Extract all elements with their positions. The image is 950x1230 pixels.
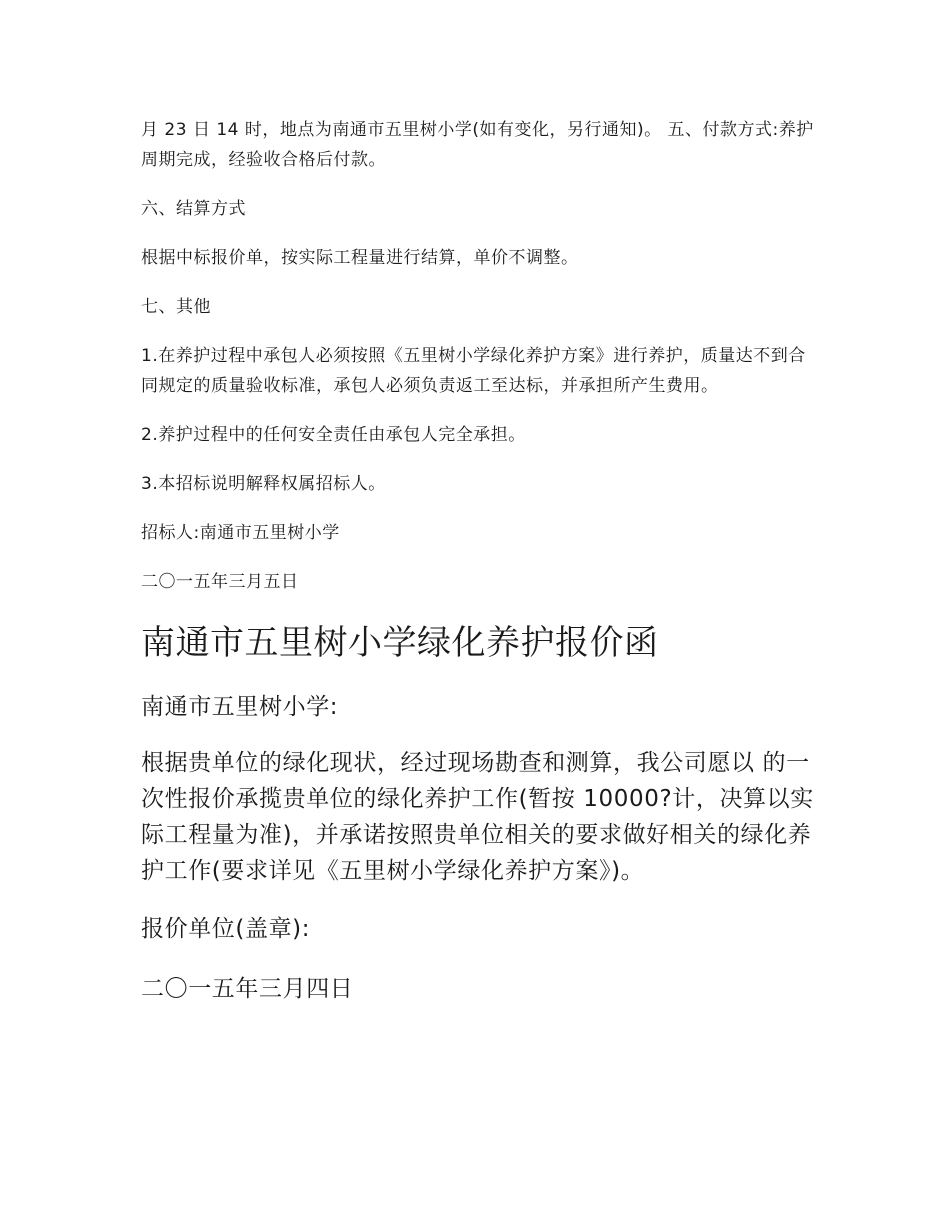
heading-settlement-method: 六、结算方式	[141, 199, 246, 219]
list-item-1: 1.在养护过程中承包人必须按照《五里树小学绿化养护方案》进行养护，质量达不到合同规定的质量验收标准，承包人必须负责返工至达标，并承担所产生费用。	[141, 346, 806, 396]
tenderer-line: 招标人:南通市五里树小学	[141, 523, 340, 543]
heading-other: 七、其他	[141, 297, 211, 317]
list-item-3: 3.本招标说明解释权属招标人。	[141, 474, 386, 494]
paragraph-inspection-payment: 月 23 日 14 时，地点为南通市五里树小学(如有变化，另行通知)。 五、付款方式:养护周期完成，经验收合格后付款。	[141, 120, 814, 170]
quote-addressee: 南通市五里树小学:	[141, 694, 339, 720]
quote-body: 根据贵单位的绿化现状，经过现场勘查和测算，我公司愿以 的一次性报价承揽贵单位的绿化养护工作(暂按 10000?计，决算以实际工程量为准)，并承诺按照贵单位相关的要求做好相关的绿化养护工作(要求详见《五里树小学绿化养护方案》)。	[141, 750, 814, 884]
tender-date: 二〇一五年三月五日	[141, 572, 299, 592]
list-item-2: 2.养护过程中的任何安全责任由承包人完全承担。	[141, 425, 526, 445]
quote-letter-title: 南通市五里树小学绿化养护报价函	[141, 623, 659, 663]
quote-date: 二〇一五年三月四日	[141, 976, 354, 1002]
paragraph-settlement: 根据中标报价单，按实际工程量进行结算，单价不调整。	[141, 248, 579, 268]
quote-bidder-seal: 报价单位(盖章):	[141, 916, 311, 942]
